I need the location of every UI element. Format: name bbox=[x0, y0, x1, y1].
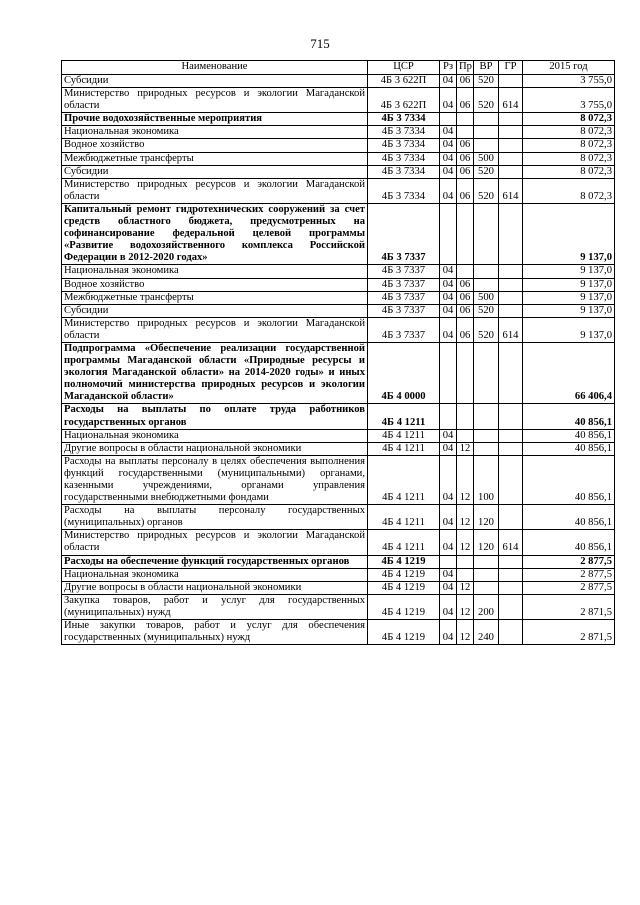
cell-csr: 4Б 4 0000 bbox=[368, 342, 440, 403]
cell-vr bbox=[474, 139, 499, 152]
cell-pr bbox=[457, 568, 474, 581]
cell-rz bbox=[440, 113, 457, 126]
cell-vr bbox=[474, 404, 499, 429]
cell-gr bbox=[499, 581, 523, 594]
cell-amount: 2 877,5 bbox=[523, 555, 615, 568]
cell-pr: 12 bbox=[457, 530, 474, 555]
cell-pr bbox=[457, 342, 474, 403]
cell-csr: 4Б 3 7337 bbox=[368, 203, 440, 264]
cell-csr: 4Б 4 1211 bbox=[368, 505, 440, 530]
cell-rz bbox=[440, 342, 457, 403]
cell-vr: 520 bbox=[474, 88, 499, 113]
cell-rz: 04 bbox=[440, 568, 457, 581]
cell-vr: 120 bbox=[474, 505, 499, 530]
cell-amount: 2 871,5 bbox=[523, 620, 615, 645]
cell-rz: 04 bbox=[440, 126, 457, 139]
cell-vr bbox=[474, 278, 499, 291]
table-row bbox=[62, 568, 615, 581]
cell-rz bbox=[440, 555, 457, 568]
cell-vr: 120 bbox=[474, 530, 499, 555]
table-row bbox=[62, 620, 615, 645]
cell-amount: 8 072,3 bbox=[523, 139, 615, 152]
cell-gr bbox=[499, 442, 523, 455]
cell-gr bbox=[499, 113, 523, 126]
table-row bbox=[62, 203, 615, 264]
cell-name: Национальная экономика bbox=[62, 126, 368, 139]
cell-vr bbox=[474, 442, 499, 455]
cell-csr: 4Б 3 7334 bbox=[368, 165, 440, 178]
cell-csr: 4Б 4 1219 bbox=[368, 594, 440, 619]
cell-rz: 04 bbox=[440, 139, 457, 152]
cell-name: Расходы на выплаты персоналу в целях обеспечения выполнения функций государственными (муниципальными) органами, казенными учреждениями, органами управления государственными внебюджетными фондами bbox=[62, 455, 368, 504]
cell-name: Водное хозяйство bbox=[62, 278, 368, 291]
cell-name: Субсидии bbox=[62, 75, 368, 88]
cell-gr bbox=[499, 620, 523, 645]
cell-vr: 520 bbox=[474, 75, 499, 88]
table-row bbox=[62, 139, 615, 152]
header-gr: ГР bbox=[499, 61, 523, 75]
cell-gr bbox=[499, 265, 523, 278]
cell-name: Иные закупки товаров, работ и услуг для обеспечения государственных (муниципальных) нужд bbox=[62, 620, 368, 645]
cell-gr bbox=[499, 126, 523, 139]
cell-csr: 4Б 4 1219 bbox=[368, 581, 440, 594]
cell-amount: 40 856,1 bbox=[523, 404, 615, 429]
header-pr: Пр bbox=[457, 61, 474, 75]
table-row bbox=[62, 265, 615, 278]
cell-csr: 4Б 4 1211 bbox=[368, 455, 440, 504]
cell-name: Субсидии bbox=[62, 304, 368, 317]
cell-amount: 3 755,0 bbox=[523, 75, 615, 88]
table-row bbox=[62, 342, 615, 403]
cell-rz: 04 bbox=[440, 278, 457, 291]
cell-pr bbox=[457, 203, 474, 264]
cell-amount: 2 871,5 bbox=[523, 594, 615, 619]
cell-gr bbox=[499, 139, 523, 152]
cell-amount: 2 877,5 bbox=[523, 568, 615, 581]
cell-amount: 9 137,0 bbox=[523, 203, 615, 264]
cell-csr: 4Б 4 1211 bbox=[368, 530, 440, 555]
table-row bbox=[62, 165, 615, 178]
cell-pr: 12 bbox=[457, 620, 474, 645]
cell-gr bbox=[499, 555, 523, 568]
cell-gr bbox=[499, 404, 523, 429]
cell-rz: 04 bbox=[440, 505, 457, 530]
cell-csr: 4Б 3 7337 bbox=[368, 291, 440, 304]
cell-vr: 200 bbox=[474, 594, 499, 619]
cell-pr bbox=[457, 555, 474, 568]
cell-name: Расходы на выплаты персоналу государственных (муниципальных) органов bbox=[62, 505, 368, 530]
table-row bbox=[62, 75, 615, 88]
cell-gr bbox=[499, 429, 523, 442]
cell-rz: 04 bbox=[440, 442, 457, 455]
cell-vr bbox=[474, 126, 499, 139]
cell-rz: 04 bbox=[440, 455, 457, 504]
cell-rz: 04 bbox=[440, 581, 457, 594]
cell-name: Другие вопросы в области национальной экономики bbox=[62, 581, 368, 594]
cell-rz: 04 bbox=[440, 530, 457, 555]
cell-pr: 06 bbox=[457, 278, 474, 291]
cell-rz: 04 bbox=[440, 429, 457, 442]
cell-csr: 4Б 3 622П bbox=[368, 88, 440, 113]
cell-csr: 4Б 4 1211 bbox=[368, 429, 440, 442]
cell-vr bbox=[474, 429, 499, 442]
cell-amount: 8 072,3 bbox=[523, 113, 615, 126]
cell-pr: 12 bbox=[457, 594, 474, 619]
cell-name: Капитальный ремонт гидротехнических сооружений за счет средств областного бюджета, предусмотренных на софинансирование федеральной целевой программы «Развитие водохозяйственного комплекса Российской Федерации в 2012-2020 годах» bbox=[62, 203, 368, 264]
table-row bbox=[62, 88, 615, 113]
cell-name: Прочие водохозяйственные мероприятия bbox=[62, 113, 368, 126]
cell-gr: 614 bbox=[499, 317, 523, 342]
cell-amount: 9 137,0 bbox=[523, 304, 615, 317]
cell-gr bbox=[499, 152, 523, 165]
cell-pr: 06 bbox=[457, 88, 474, 113]
table-body bbox=[62, 75, 615, 645]
cell-name: Другие вопросы в области национальной экономики bbox=[62, 442, 368, 455]
table-row bbox=[62, 442, 615, 455]
cell-name: Межбюджетные трансферты bbox=[62, 291, 368, 304]
table-row bbox=[62, 594, 615, 619]
cell-name: Расходы на обеспечение функций государственных органов bbox=[62, 555, 368, 568]
cell-name: Министерство природных ресурсов и экологии Магаданской области bbox=[62, 178, 368, 203]
cell-name: Межбюджетные трансферты bbox=[62, 152, 368, 165]
cell-vr bbox=[474, 342, 499, 403]
table-row bbox=[62, 317, 615, 342]
table-row bbox=[62, 304, 615, 317]
cell-rz: 04 bbox=[440, 304, 457, 317]
cell-csr: 4Б 3 622П bbox=[368, 75, 440, 88]
cell-vr: 500 bbox=[474, 152, 499, 165]
cell-csr: 4Б 3 7337 bbox=[368, 278, 440, 291]
cell-rz: 04 bbox=[440, 265, 457, 278]
cell-amount: 8 072,3 bbox=[523, 178, 615, 203]
header-vr: ВР bbox=[474, 61, 499, 75]
cell-pr: 12 bbox=[457, 442, 474, 455]
cell-name: Министерство природных ресурсов и экологии Магаданской области bbox=[62, 317, 368, 342]
cell-csr: 4Б 4 1219 bbox=[368, 620, 440, 645]
budget-table bbox=[61, 60, 615, 645]
cell-csr: 4Б 3 7337 bbox=[368, 304, 440, 317]
cell-rz: 04 bbox=[440, 152, 457, 165]
cell-name: Национальная экономика bbox=[62, 429, 368, 442]
cell-gr bbox=[499, 568, 523, 581]
header-year: 2015 год bbox=[523, 61, 615, 75]
cell-pr: 06 bbox=[457, 178, 474, 203]
cell-pr: 12 bbox=[457, 505, 474, 530]
cell-gr bbox=[499, 75, 523, 88]
cell-pr bbox=[457, 404, 474, 429]
table-row bbox=[62, 178, 615, 203]
table-row bbox=[62, 505, 615, 530]
cell-name: Национальная экономика bbox=[62, 568, 368, 581]
table-row bbox=[62, 429, 615, 442]
cell-pr bbox=[457, 265, 474, 278]
cell-gr bbox=[499, 203, 523, 264]
cell-pr: 12 bbox=[457, 581, 474, 594]
cell-rz: 04 bbox=[440, 75, 457, 88]
cell-csr: 4Б 3 7334 bbox=[368, 139, 440, 152]
table-row bbox=[62, 278, 615, 291]
cell-amount: 40 856,1 bbox=[523, 505, 615, 530]
cell-rz: 04 bbox=[440, 165, 457, 178]
cell-amount: 8 072,3 bbox=[523, 165, 615, 178]
cell-amount: 2 877,5 bbox=[523, 581, 615, 594]
cell-name: Министерство природных ресурсов и экологии Магаданской области bbox=[62, 530, 368, 555]
cell-name: Подпрограмма «Обеспечение реализации государственной программы Магаданской области «Природные ресурсы и экология Магаданской области» на 2014-2020 годы» и иных полномочий министерства природных ресурсов и экологии Магаданской области» bbox=[62, 342, 368, 403]
cell-csr: 4Б 3 7334 bbox=[368, 113, 440, 126]
cell-rz: 04 bbox=[440, 178, 457, 203]
cell-vr: 500 bbox=[474, 291, 499, 304]
header-rz: Рз bbox=[440, 61, 457, 75]
cell-vr: 520 bbox=[474, 178, 499, 203]
table-row bbox=[62, 455, 615, 504]
cell-vr: 520 bbox=[474, 165, 499, 178]
cell-pr: 06 bbox=[457, 152, 474, 165]
cell-pr: 12 bbox=[457, 455, 474, 504]
table-row bbox=[62, 404, 615, 429]
cell-amount: 8 072,3 bbox=[523, 126, 615, 139]
cell-amount: 40 856,1 bbox=[523, 455, 615, 504]
header-name: Наименование bbox=[62, 61, 368, 75]
cell-gr: 614 bbox=[499, 530, 523, 555]
cell-amount: 8 072,3 bbox=[523, 152, 615, 165]
cell-rz: 04 bbox=[440, 291, 457, 304]
cell-name: Водное хозяйство bbox=[62, 139, 368, 152]
cell-csr: 4Б 4 1211 bbox=[368, 404, 440, 429]
cell-gr bbox=[499, 165, 523, 178]
cell-gr bbox=[499, 455, 523, 504]
cell-csr: 4Б 4 1219 bbox=[368, 568, 440, 581]
cell-amount: 9 137,0 bbox=[523, 265, 615, 278]
cell-amount: 40 856,1 bbox=[523, 442, 615, 455]
cell-amount: 9 137,0 bbox=[523, 291, 615, 304]
table-row bbox=[62, 581, 615, 594]
cell-name: Министерство природных ресурсов и экологии Магаданской области bbox=[62, 88, 368, 113]
cell-rz: 04 bbox=[440, 317, 457, 342]
cell-rz: 04 bbox=[440, 594, 457, 619]
cell-amount: 40 856,1 bbox=[523, 429, 615, 442]
cell-gr bbox=[499, 278, 523, 291]
cell-rz bbox=[440, 404, 457, 429]
cell-rz: 04 bbox=[440, 620, 457, 645]
cell-amount: 66 406,4 bbox=[523, 342, 615, 403]
cell-csr: 4Б 4 1211 bbox=[368, 442, 440, 455]
table-row bbox=[62, 152, 615, 165]
cell-gr: 614 bbox=[499, 178, 523, 203]
cell-vr bbox=[474, 203, 499, 264]
cell-gr bbox=[499, 594, 523, 619]
cell-amount: 9 137,0 bbox=[523, 278, 615, 291]
cell-name: Субсидии bbox=[62, 165, 368, 178]
header-csr: ЦСР bbox=[368, 61, 440, 75]
cell-rz: 04 bbox=[440, 88, 457, 113]
cell-gr bbox=[499, 304, 523, 317]
cell-vr bbox=[474, 555, 499, 568]
cell-name: Закупка товаров, работ и услуг для государственных (муниципальных) нужд bbox=[62, 594, 368, 619]
cell-amount: 9 137,0 bbox=[523, 317, 615, 342]
cell-csr: 4Б 3 7334 bbox=[368, 178, 440, 203]
table-header-row bbox=[62, 61, 615, 75]
cell-pr: 06 bbox=[457, 165, 474, 178]
cell-pr bbox=[457, 429, 474, 442]
table-row bbox=[62, 530, 615, 555]
cell-pr: 06 bbox=[457, 291, 474, 304]
cell-amount: 3 755,0 bbox=[523, 88, 615, 113]
cell-pr: 06 bbox=[457, 139, 474, 152]
cell-name: Национальная экономика bbox=[62, 265, 368, 278]
cell-pr bbox=[457, 126, 474, 139]
cell-vr: 100 bbox=[474, 455, 499, 504]
cell-vr bbox=[474, 265, 499, 278]
cell-gr bbox=[499, 291, 523, 304]
cell-csr: 4Б 3 7334 bbox=[368, 126, 440, 139]
cell-amount: 40 856,1 bbox=[523, 530, 615, 555]
table-row bbox=[62, 126, 615, 139]
cell-pr: 06 bbox=[457, 304, 474, 317]
cell-csr: 4Б 4 1219 bbox=[368, 555, 440, 568]
cell-gr: 614 bbox=[499, 88, 523, 113]
cell-vr bbox=[474, 113, 499, 126]
cell-pr bbox=[457, 113, 474, 126]
cell-rz bbox=[440, 203, 457, 264]
cell-gr bbox=[499, 342, 523, 403]
cell-pr: 06 bbox=[457, 317, 474, 342]
cell-vr: 520 bbox=[474, 304, 499, 317]
cell-csr: 4Б 3 7337 bbox=[368, 317, 440, 342]
cell-vr: 520 bbox=[474, 317, 499, 342]
cell-vr bbox=[474, 581, 499, 594]
cell-vr: 240 bbox=[474, 620, 499, 645]
table-row bbox=[62, 113, 615, 126]
table-row bbox=[62, 555, 615, 568]
cell-vr bbox=[474, 568, 499, 581]
cell-csr: 4Б 3 7334 bbox=[368, 152, 440, 165]
cell-pr: 06 bbox=[457, 75, 474, 88]
cell-gr bbox=[499, 505, 523, 530]
table-row bbox=[62, 291, 615, 304]
cell-csr: 4Б 3 7337 bbox=[368, 265, 440, 278]
page-number: 715 bbox=[310, 36, 330, 51]
cell-name: Расходы на выплаты по оплате труда работников государственных органов bbox=[62, 404, 368, 429]
